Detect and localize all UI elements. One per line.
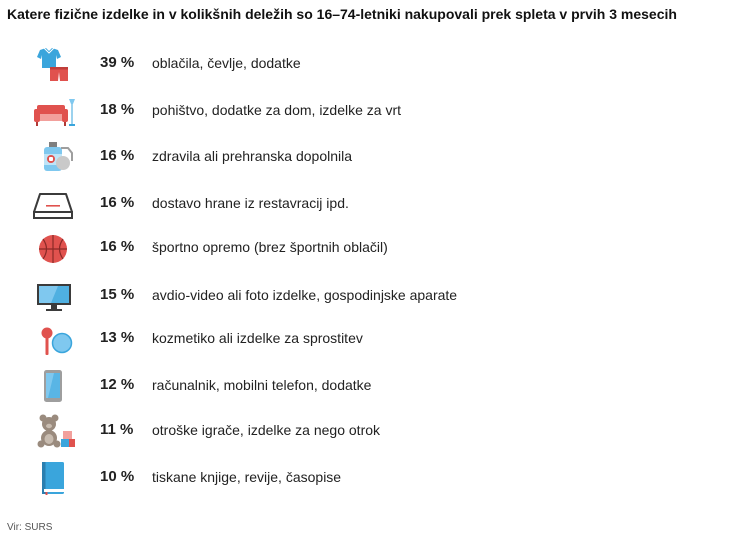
value-label: 39 % — [100, 54, 135, 71]
category-label: računalnik, mobilni telefon, dodatke — [152, 377, 372, 393]
list-item — [0, 366, 740, 406]
category-label: tiskane knjige, revije, časopise — [152, 469, 342, 485]
category-label: otroške igrače, izdelke za nego otrok — [152, 422, 381, 438]
list-item — [0, 411, 740, 451]
value-label: 18 % — [100, 101, 135, 118]
category-label: oblačila, čevlje, dodatke — [152, 55, 301, 71]
value-label: 16 % — [100, 147, 135, 164]
value-label: 16 % — [100, 194, 135, 211]
tablet-icon — [30, 368, 76, 404]
teddy-bear-icon — [30, 413, 76, 449]
list-item — [0, 44, 740, 84]
monitor-icon — [30, 278, 76, 314]
value-label: 11 % — [100, 421, 134, 438]
category-label: dostavo hrane iz restavracij ipd. — [152, 195, 349, 211]
value-label: 15 % — [100, 286, 135, 303]
clothing-icon — [30, 46, 76, 82]
value-label: 16 % — [100, 238, 135, 255]
list-item — [0, 184, 740, 224]
list-item — [0, 228, 740, 268]
value-label: 12 % — [100, 376, 135, 393]
furniture-icon — [30, 93, 76, 129]
category-label: kozmetiko ali izdelke za sprostitev — [152, 330, 363, 346]
value-label: 13 % — [100, 329, 135, 346]
list-item — [0, 458, 740, 498]
book-icon — [30, 460, 76, 496]
value-label: 10 % — [100, 468, 135, 485]
category-label: pohištvo, dodatke za dom, izdelke za vrt — [152, 102, 402, 118]
category-label: avdio-video ali foto izdelke, gospodinjske aparate — [152, 287, 458, 303]
source-note: Vir: SURS — [7, 522, 53, 533]
category-label: športno opremo (brez športnih oblačil) — [152, 239, 388, 255]
list-item — [0, 319, 740, 359]
chart-title: Katere fizične izdelke in v kolikšnih deležih so 16–74-letniki nakupovali prek spleta v prvih 3 mesecih — [7, 6, 677, 22]
food-box-icon — [30, 186, 76, 222]
list-item — [0, 276, 740, 316]
basketball-icon — [30, 230, 76, 266]
category-label: zdravila ali prehranska dopolnila — [152, 148, 353, 164]
cosmetics-icon — [30, 321, 76, 357]
list-item — [0, 91, 740, 131]
list-item — [0, 137, 740, 177]
medicine-icon — [30, 139, 76, 175]
